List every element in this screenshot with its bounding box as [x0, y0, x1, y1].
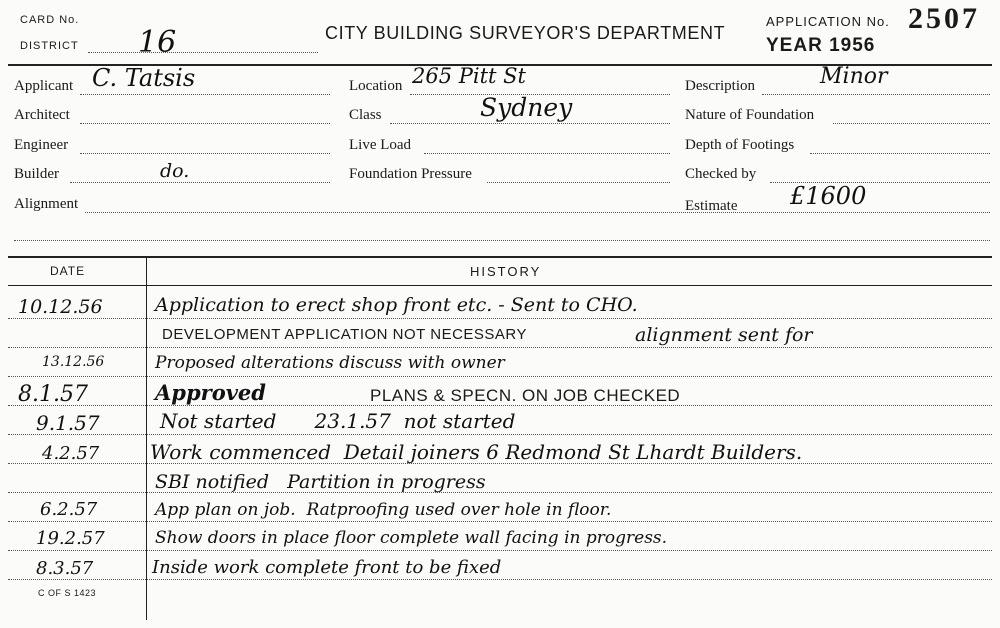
history-row-text: Not started 23.1.57 not started [160, 409, 516, 433]
row-rule [8, 521, 992, 522]
row-rule [8, 347, 992, 348]
row-rule [8, 318, 992, 319]
foundation-pressure-label: Foundation Pressure [349, 166, 472, 182]
architect-line [80, 123, 330, 124]
location-value-2: Sydney [480, 93, 573, 122]
applicant-line [80, 94, 330, 95]
form-code: C OF S 1423 [38, 588, 97, 598]
date-column-divider [146, 256, 147, 620]
history-row-text: Show doors in place floor complete wall facing in progress. [155, 528, 668, 548]
builder-line [70, 182, 330, 183]
date-header: DATE [50, 264, 86, 278]
history-row-date: 8.1.57 [18, 382, 88, 407]
engineer-line [80, 153, 330, 154]
district-label: DISTRICT [20, 40, 79, 52]
history-row-text: Inside work complete front to be fixed [152, 557, 502, 578]
nature-of-foundation-line [833, 123, 990, 124]
description-line [762, 94, 990, 95]
development-stamp: DEVELOPMENT APPLICATION NOT NECESSARY [162, 326, 527, 343]
history-row-text: Work commenced Detail joiners 6 Redmond St Lhardt Builders. [150, 440, 803, 464]
year-label: YEAR 1956 [766, 35, 876, 56]
applicant-value: C. Tatsis [92, 64, 196, 92]
fields-rule-bottom [8, 256, 992, 258]
description-label: Description [685, 78, 755, 94]
district-dotted-line [88, 52, 318, 53]
row-rule [8, 550, 992, 551]
history-row-date: 13.12.56 [42, 354, 105, 370]
history-row-date: 6.2.57 [40, 499, 98, 520]
history-row-date: 19.2.57 [36, 528, 105, 549]
card-no-label: CARD No. [20, 14, 80, 26]
department-title: CITY BUILDING SURVEYOR'S DEPARTMENT [325, 23, 726, 43]
nature-of-foundation-label: Nature of Foundation [685, 107, 815, 123]
depth-of-footings-line [810, 153, 990, 154]
history-row-date: 9.1.57 [36, 411, 100, 435]
application-label: APPLICATION No. [766, 14, 890, 29]
history-row-date: 4.2.57 [42, 443, 100, 464]
alignment-label: Alignment [14, 196, 79, 212]
row-rule [8, 434, 992, 435]
estimate-value: £1600 [790, 182, 867, 210]
district-value: 16 [138, 25, 177, 60]
alignment-line [85, 212, 990, 213]
class-line [390, 123, 670, 124]
builder-label: Builder [14, 166, 59, 182]
history-row-date: 8.3.57 [36, 558, 94, 579]
history-row-text: Proposed alterations discuss with owner [155, 353, 505, 373]
engineer-label: Engineer [14, 137, 69, 153]
location-value: 265 Pitt St [412, 64, 526, 88]
class-label: Class [349, 107, 382, 123]
history-row-text: SBI notified Partition in progress [155, 471, 486, 493]
estimate-label: Estimate [685, 198, 738, 214]
architect-label: Architect [14, 107, 70, 123]
history-header: HISTORY [470, 264, 542, 279]
history-row-text: Approved [155, 380, 266, 405]
applicant-label: Applicant [14, 78, 74, 94]
history-row-text: Application to erect shop front etc. - Sent to CHO. [155, 294, 638, 316]
foundation-pressure-line [487, 182, 670, 183]
history-header-rule [8, 285, 992, 286]
live-load-label: Live Load [349, 137, 412, 153]
row-rule [8, 376, 992, 377]
history-row-date: 10.12.56 [18, 296, 103, 318]
history-row-text: App plan on job. Ratproofing used over hole in floor. [155, 500, 612, 520]
depth-of-footings-label: Depth of Footings [685, 137, 795, 153]
application-number: 2507 [908, 2, 980, 35]
location-label: Location [349, 78, 403, 94]
description-value: Minor [820, 64, 888, 89]
row-rule [8, 579, 992, 580]
plans-checked-stamp: PLANS & SPECN. ON JOB CHECKED [370, 386, 681, 405]
live-load-line [424, 153, 670, 154]
history-row-note: alignment sent for [635, 324, 813, 346]
checked-by-label: Checked by [685, 166, 757, 182]
blank-line [14, 240, 990, 241]
builder-value: do. [160, 160, 190, 182]
